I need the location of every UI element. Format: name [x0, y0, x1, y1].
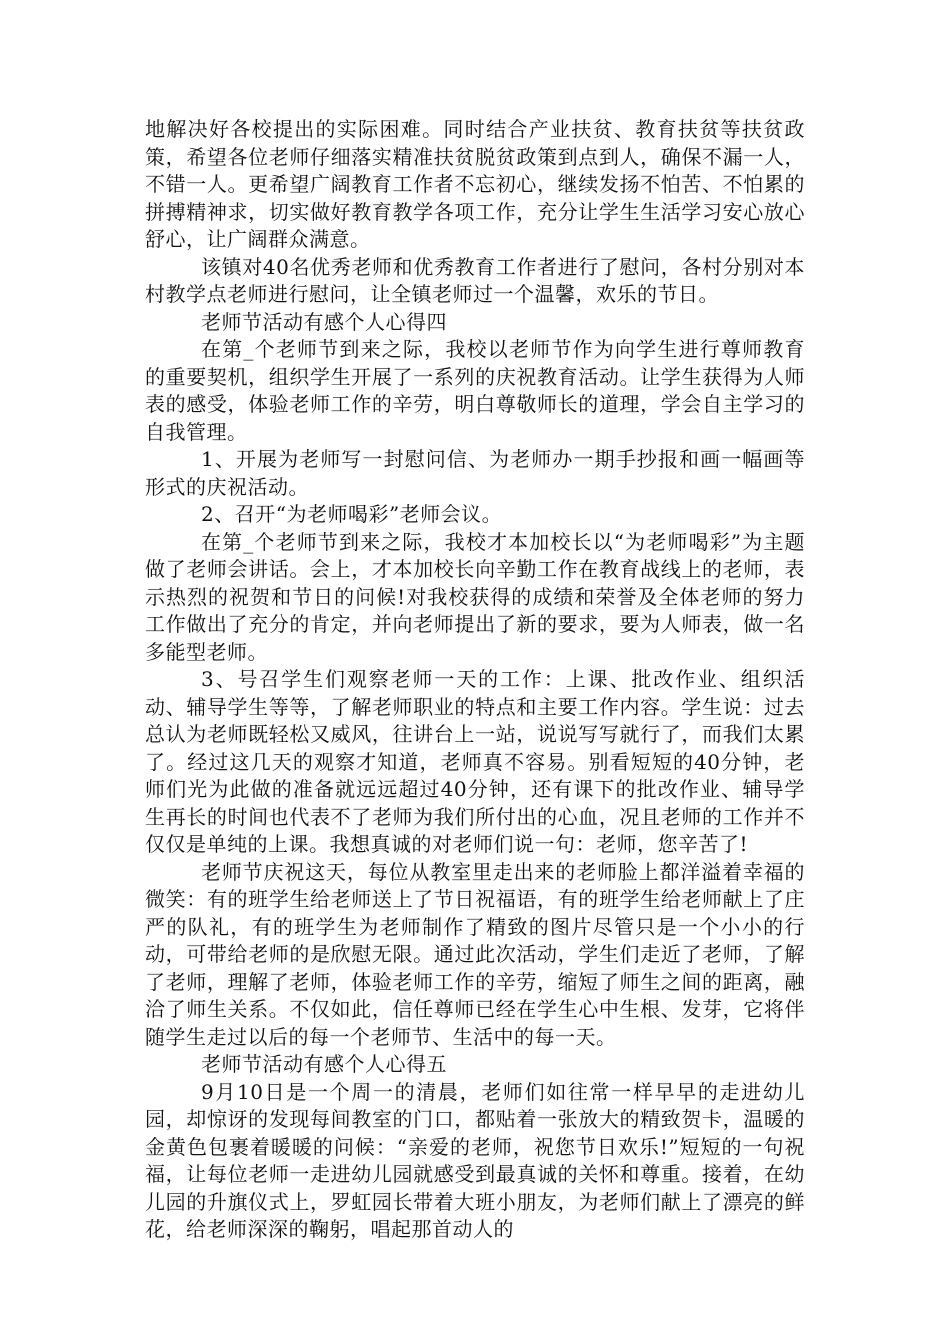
- paragraph-6: 9月10日是一个周一的清晨，老师们如往常一样早早的走进幼儿园，却惊讶的发现每间教室的门口，都贴着一张放大的精致贺卡，温暖的金黄色包裹着暖暖的问候：“亲爱的老师，祝您节日欢乐!”短短的一句祝福，让每位老师一走进幼儿园就感受到最真诚的关怀和尊重。接着，在幼儿园的升旗仪式上，罗虹园长带着大班小朋友，为老师们献上了漂亮的鲜花，给老师深深的鞠躬，唱起那首动人的: [145, 1079, 805, 1241]
- paragraph-2: 该镇对40名优秀老师和优秀教育工作者进行了慰问，各村分别对本村教学点老师进行慰问，让全镇老师过一个温馨，欢乐的节日。: [145, 254, 805, 306]
- list-item-2: 2、召开“为老师喝彩”老师会议。: [201, 502, 503, 526]
- document-page: [145, 116, 805, 1244]
- paragraph-3: 在第_个老师节到来之际，我校以老师节作为向学生进行尊师教育的重要契机，组织学生开展了一系列的庆祝教育活动。让学生获得为人师表的感受，体验老师工作的辛劳，明白尊敬师长的道理，学会自主学习的自我管理。: [145, 337, 805, 444]
- paragraph-1: 地解决好各校提出的实际困难。同时结合产业扶贫、教育扶贫等扶贫政策，希望各位老师仔细落实精准扶贫脱贫政策到点到人，确保不漏一人，不错一人。更希望广阔教育工作者不忘初心，继续发扬不怕苦、不怕累的拼搏精神求，切实做好教育教学各项工作，充分让学生生活学习安心放心舒心，让广阔群众满意。: [145, 117, 805, 251]
- paragraph-4: 在第_个老师节到来之际，我校才本加校长以“为老师喝彩”为主题做了老师会讲话。会上，才本加校长向辛勤工作在教育战线上的老师，表示热烈的祝贺和节日的问候!对我校获得的成绩和荣誉及全体老师的努力工作做出了充分的肯定，并向老师提出了新的要求，要为人师表，做一名多能型老师。: [145, 529, 805, 664]
- section-heading-5: 老师节活动有感个人心得五: [201, 1052, 447, 1076]
- section-heading-4: 老师节活动有感个人心得四: [201, 309, 447, 334]
- paragraph-5: 老师节庆祝这天，每位从教室里走出来的老师脸上都洋溢着幸福的微笑：有的班学生给老师送上了节日祝福语，有的班学生给老师献上了庄严的队礼，有的班学生为老师制作了精致的图片尽管只是一个小小的行动，可带给老师的是欣慰无限。通过此次活动，学生们走近了老师，了解了老师，理解了老师，体验老师工作的辛劳，缩短了师生之间的距离，融洽了师生关系。不仅如此，信任尊师已经在学生心中生根、发芽，它将伴随学生走过以后的每一个老师节、生活中的每一天。: [145, 859, 805, 1049]
- list-item-3: 3、号召学生们观察老师一天的工作：上课、批改作业、组织活动、辅导学生等等，了解老师职业的特点和主要工作内容。学生说：过去总认为老师既轻松又威风，往讲台上一站，说说写写就行了，而我们太累了。经过这几天的观察才知道，老师真不容易。别看短短的40分钟，老师们光为此做的准备就远远超过40分钟，还有课下的批改作业、辅导学生再长的时间也代表不了老师为我们所付出的心血，况且老师的工作并不仅仅是单纯的上课。我想真诚的对老师们说一句：老师，您辛苦了!: [145, 667, 805, 856]
- list-item-1: 1、开展为老师写一封慰问信、为老师办一期手抄报和画一幅画等形式的庆祝活动。: [145, 447, 805, 499]
